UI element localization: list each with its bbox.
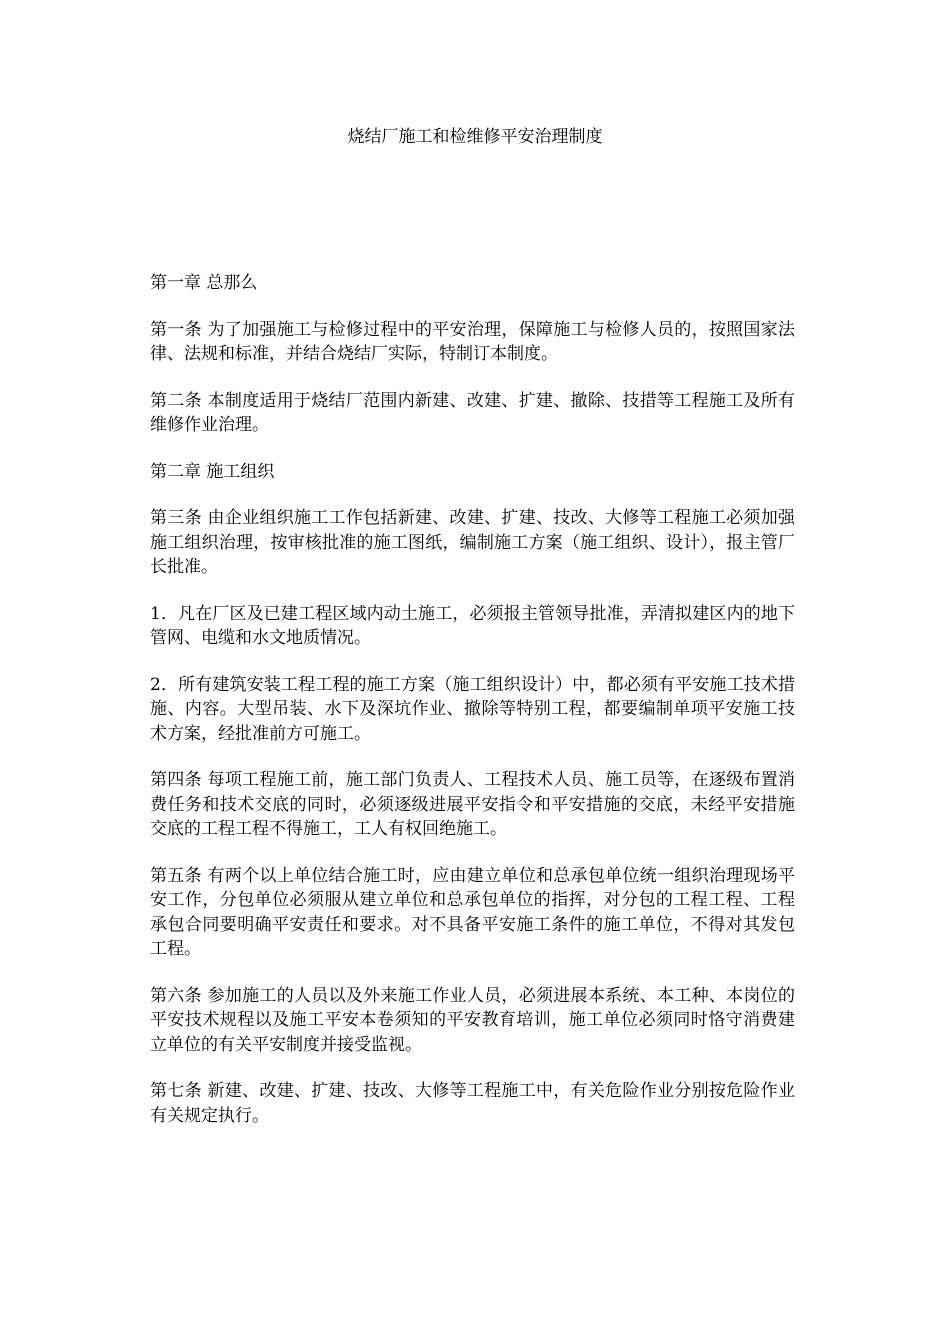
chapter-heading-1: 第一章 总那么 xyxy=(150,273,258,293)
article-7: 第七条 新建、改建、扩建、技改、大修等工程施工中，有关危险作业分别按危险作业有关规定执行。 xyxy=(150,1081,795,1126)
article-3-item-1: 1．凡在厂区及已建工程区域内动土施工，必须报主管领导批准，弄清拟建区内的地下管网、电缆和水文地质情况。 xyxy=(150,603,795,648)
article-2: 第二条 本制度适用于烧结厂范围内新建、改建、扩建、撤除、技措等工程施工及所有维修作业治理。 xyxy=(150,390,795,435)
chapter-heading-2: 第二章 施工组织 xyxy=(150,461,275,482)
article-5: 第五条 有两个以上单位结合施工时，应由建立单位和总承包单位统一组织治理现场平安工作，分包单位必须服从建立单位和总承包单位的指挥，对分包的工程工程、工程承包合同要明确平安责任和要求。对不具备平安施工条件的施工单位，不得对其发包工程。 xyxy=(150,865,795,959)
article-4: 第四条 每项工程施工前，施工部门负责人、工程技术人员、施工员等，在逐级布置消费任务和技术交底的同时，必须逐级进展平安指令和平安措施的交底，未经平安措施交底的工程工程不得施工，工人有权回绝施工。 xyxy=(150,770,795,839)
document-body xyxy=(150,271,795,1150)
article-3-item-2: 2．所有建筑安装工程工程的施工方案（施工组织设计）中，都必须有平安施工技术措施、内容。大型吊装、水下及深坑作业、撤除等特别工程，都要编制单项平安施工技术方案，经批准前方可施工。 xyxy=(150,674,795,744)
article-3: 第三条 由企业组织施工工作包括新建、改建、扩建、技改、大修等工程施工必须加强施工组织治理，按审核批准的施工图纸，编制施工方案（施工组织、设计），报主管厂长批准。 xyxy=(150,508,795,577)
article-1: 第一条 为了加强施工与检修过程中的平安治理，保障施工与检修人员的，按照国家法律、法规和标准，并结合烧结厂实际，特制订本制度。 xyxy=(150,319,795,364)
document-title: 烧结厂施工和检维修平安治理制度 xyxy=(347,127,603,147)
article-6: 第六条 参加施工的人员以及外来施工作业人员，必须进展本系统、本工种、本岗位的平安技术规程以及施工平安本卷须知的平安教育培训，施工单位必须同时恪守消费建立单位的有关平安制度并接受监视。 xyxy=(150,985,795,1055)
